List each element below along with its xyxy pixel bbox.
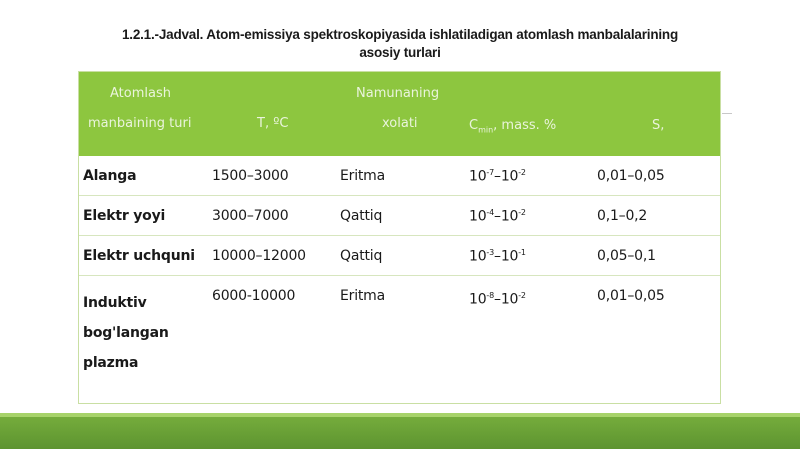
data-table [78,71,721,404]
row-s: 0,01–0,05 [597,168,665,184]
row-cmin-exp1: -3 [486,248,494,257]
row-cmin-exp2: -2 [518,291,526,300]
header-cmin [469,118,556,135]
row-temperature: 6000-10000 [212,288,296,304]
row-cmin-base2: 10 [500,168,519,185]
table-row [79,196,720,236]
row-cmin-dash: – [494,248,501,265]
caption-line-1: 1.2.1.-Jadval. Atom-emissiya spektroskopiyasida ishlatiladigan atomlash manbalalarining [121,27,679,42]
caption-line-2: asosiy turlari [359,45,441,60]
row-cmin [469,248,526,265]
header-source-type-line2: manbaining turi [88,116,192,131]
row-temperature: 1500–3000 [212,168,289,184]
header-sample-state-line1: Namunaning [356,86,440,101]
row-cmin [469,208,526,225]
row-cmin-exp1: -8 [486,291,494,300]
row-s: 0,05–0,1 [597,248,656,264]
row-cmin-dash: – [494,168,501,185]
header-source-type-line1: Atomlash [110,86,171,101]
row-source-name-line: bog'langan [83,325,169,341]
table-row [79,236,720,276]
row-cmin-base2: 10 [500,248,519,265]
table-header [79,72,720,156]
row-source-name-line: plazma [83,355,139,371]
header-sample-state-line2: xolati [382,116,418,131]
table-caption [60,26,740,62]
row-s: 0,1–0,2 [597,208,648,224]
table-row [79,276,720,403]
row-temperature: 10000–12000 [212,248,306,264]
row-sample-state: Qattiq [340,248,383,264]
row-cmin-exp1: -7 [486,168,494,177]
row-sample-state: Qattiq [340,208,383,224]
row-source-name: Elektr yoyi [83,208,166,224]
row-cmin-base1: 10 [469,168,487,185]
header-cmin-sub: min [478,125,494,135]
row-cmin-exp2: -1 [518,248,526,257]
header-s: S, [652,118,665,133]
row-cmin-exp1: -4 [486,208,494,217]
row-source-name: Elektr uchquni [83,248,195,264]
row-cmin-base1: 10 [469,291,487,308]
row-cmin-dash: – [494,291,501,308]
row-sample-state: Eritma [340,168,385,184]
table-row [79,156,720,196]
row-temperature: 3000–7000 [212,208,289,224]
row-cmin-base1: 10 [469,248,487,265]
header-cmin-base: C [469,118,479,133]
row-cmin-exp2: -2 [518,168,526,177]
row-cmin [469,288,526,308]
header-cmin-rest: , mass. % [493,118,557,133]
row-cmin-base1: 10 [469,208,487,225]
row-s: 0,01–0,05 [597,288,665,304]
row-cmin-base2: 10 [500,208,519,225]
row-cmin-base2: 10 [500,291,519,308]
row-source-name-line: Induktiv [83,295,147,311]
header-temperature: T, ºC [257,116,289,131]
row-cmin-dash: – [494,208,501,225]
row-source-name: Alanga [83,168,137,184]
row-cmin-exp2: -2 [518,208,526,217]
row-cmin [469,168,526,185]
row-source-name [83,288,169,378]
decorative-divider [722,113,732,114]
row-sample-state: Eritma [340,288,385,304]
footer-bar [0,417,800,449]
